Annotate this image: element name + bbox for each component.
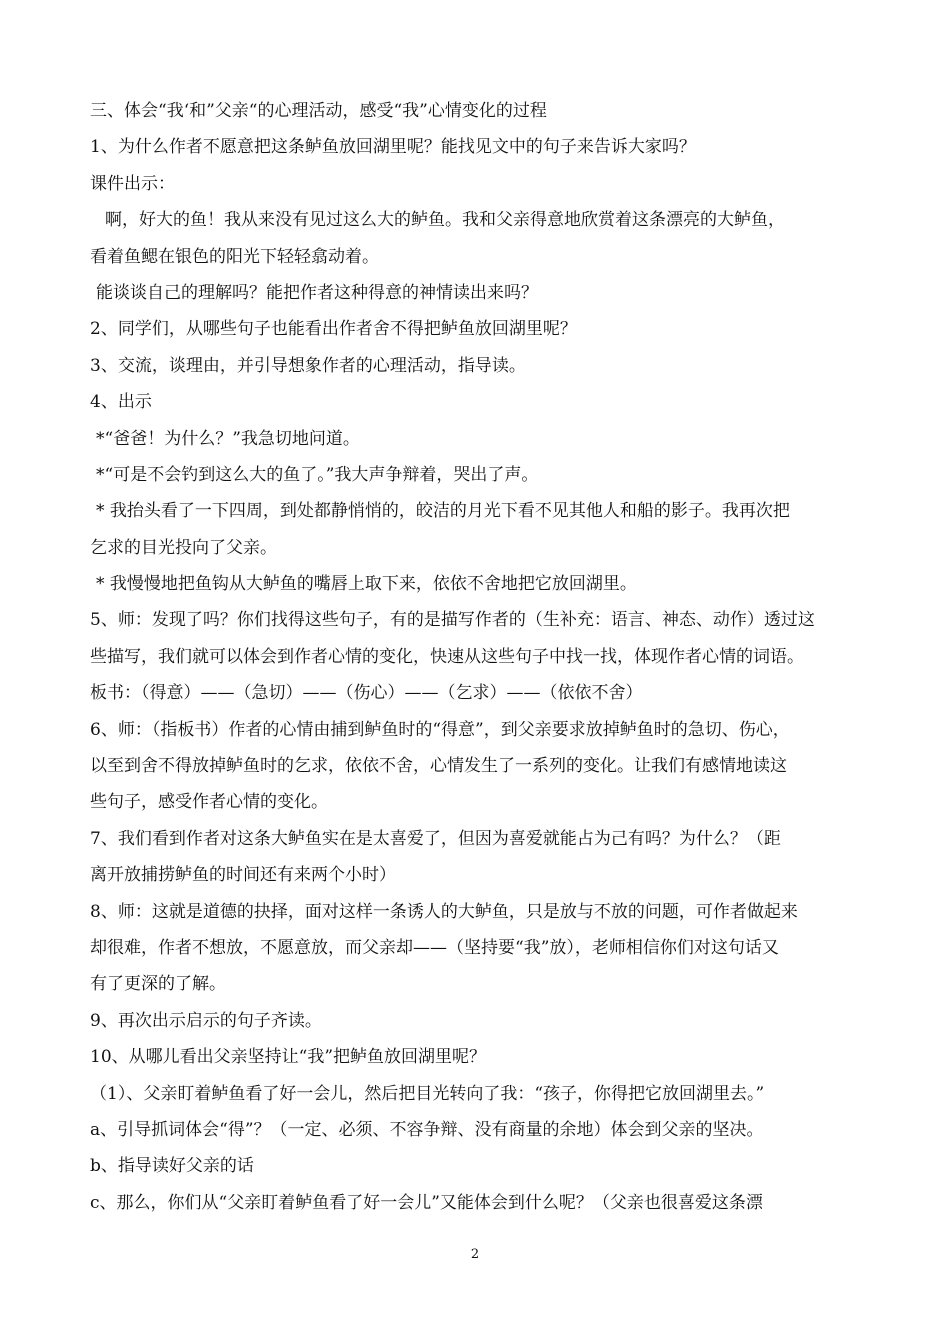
- paragraph-line: 3、交流，谈理由，并引导想象作者的心理活动，指导读。: [90, 355, 526, 376]
- paragraph-line: 有了更深的了解。: [90, 974, 226, 995]
- page-number: 2: [470, 1247, 480, 1262]
- paragraph-line: 些描写，我们就可以体会到作者心情的变化，快速从这些句子中找一找，体现作者心情的词语。: [90, 646, 804, 667]
- paragraph-line: 却很难，作者不想放，不愿意放，而父亲却——（坚持要“我”放），老师相信你们对这句话又: [90, 937, 779, 958]
- paragraph-line: b、指导读好父亲的话: [90, 1156, 254, 1177]
- paragraph-line: 些句子，感受作者心情的变化。: [90, 792, 328, 813]
- quoted-text-line: 啊，好大的鱼！我从来没有见过这么大的鲈鱼。我和父亲得意地欣赏着这条漂亮的大鲈鱼，: [105, 210, 785, 231]
- paragraph-line: 5、师：发现了吗？你们找得这些句子，有的是描写作者的（生补充：语言、神态、动作）透过这: [90, 610, 815, 631]
- paragraph-line: （1）、父亲盯着鲈鱼看了好一会儿，然后把目光转向了我：“孩子，你得把它放回湖里去。”: [90, 1083, 765, 1104]
- paragraph-line: 10、从哪儿看出父亲坚持让“我”把鲈鱼放回湖里呢？: [90, 1047, 487, 1068]
- document-body: [90, 93, 880, 1221]
- quoted-text-line: 看着鱼鳃在银色的阳光下轻轻翕动着。: [90, 246, 379, 267]
- paragraph-line: 以至到舍不得放掉鲈鱼时的乞求，依依不舍，心情发生了一系列的变化。让我们有感情地读这: [90, 756, 787, 777]
- paragraph-line: 6、师：（指板书）作者的心情由捕到鲈鱼时的“得意”，到父亲要求放掉鲈鱼时的急切、伤心，: [90, 719, 790, 740]
- paragraph-line: 9、再次出示启示的句子齐读。: [90, 1010, 322, 1031]
- blackboard-line: 板书：（得意）——（急切）——（伤心）——（乞求）——（依依不舍）: [90, 683, 643, 704]
- paragraph-line: a、引导抓词体会“得”？（一定、必须、不容争辩、没有商量的余地）体会到父亲的坚决。: [90, 1119, 764, 1140]
- section-heading: 三、体会“我‘和”父亲“的心理活动，感受“我”心情变化的过程: [90, 101, 547, 121]
- bullet-line: *“可是不会钓到这么大的鱼了。”我大声争辩着，哭出了声。: [96, 464, 539, 485]
- bullet-line: * 我慢慢地把鱼钩从大鲈鱼的嘴唇上取下来，依依不舍地把它放回湖里。: [96, 574, 637, 595]
- paragraph-line: 能谈谈自己的理解吗？能把作者这种得意的神情读出来吗？: [96, 282, 538, 303]
- paragraph-line: 8、师：这就是道德的抉择，面对这样一条诱人的大鲈鱼，只是放与不放的问题，可作者做起来: [90, 901, 798, 922]
- paragraph-line: 1、为什么作者不愿意把这条鲈鱼放回湖里呢？能找见文中的句子来告诉大家吗？: [90, 137, 696, 158]
- paragraph-line: 乞求的目光投向了父亲。: [90, 537, 277, 558]
- paragraph-line: 4、出示: [90, 392, 152, 413]
- paragraph-line: 7、我们看到作者对这条大鲈鱼实在是太喜爱了，但因为喜爱就能占为己有吗？为什么？（距: [90, 828, 781, 849]
- paragraph-line: 2、同学们，从哪些句子也能看出作者舍不得把鲈鱼放回湖里呢？: [90, 319, 577, 340]
- paragraph-line: c、那么，你们从“父亲盯着鲈鱼看了好一会儿”又能体会到什么呢？（父亲也很喜爱这条漂: [90, 1192, 763, 1213]
- bullet-line: *“爸爸！为什么？”我急切地问道。: [96, 428, 360, 449]
- bullet-line: * 我抬头看了一下四周，到处都静悄悄的，皎洁的月光下看不见其他人和船的影子。我再次把: [96, 501, 790, 522]
- paragraph-line: 离开放捕捞鲈鱼的时间还有来两个小时）: [90, 865, 396, 886]
- paragraph-line: 课件出示：: [90, 173, 175, 194]
